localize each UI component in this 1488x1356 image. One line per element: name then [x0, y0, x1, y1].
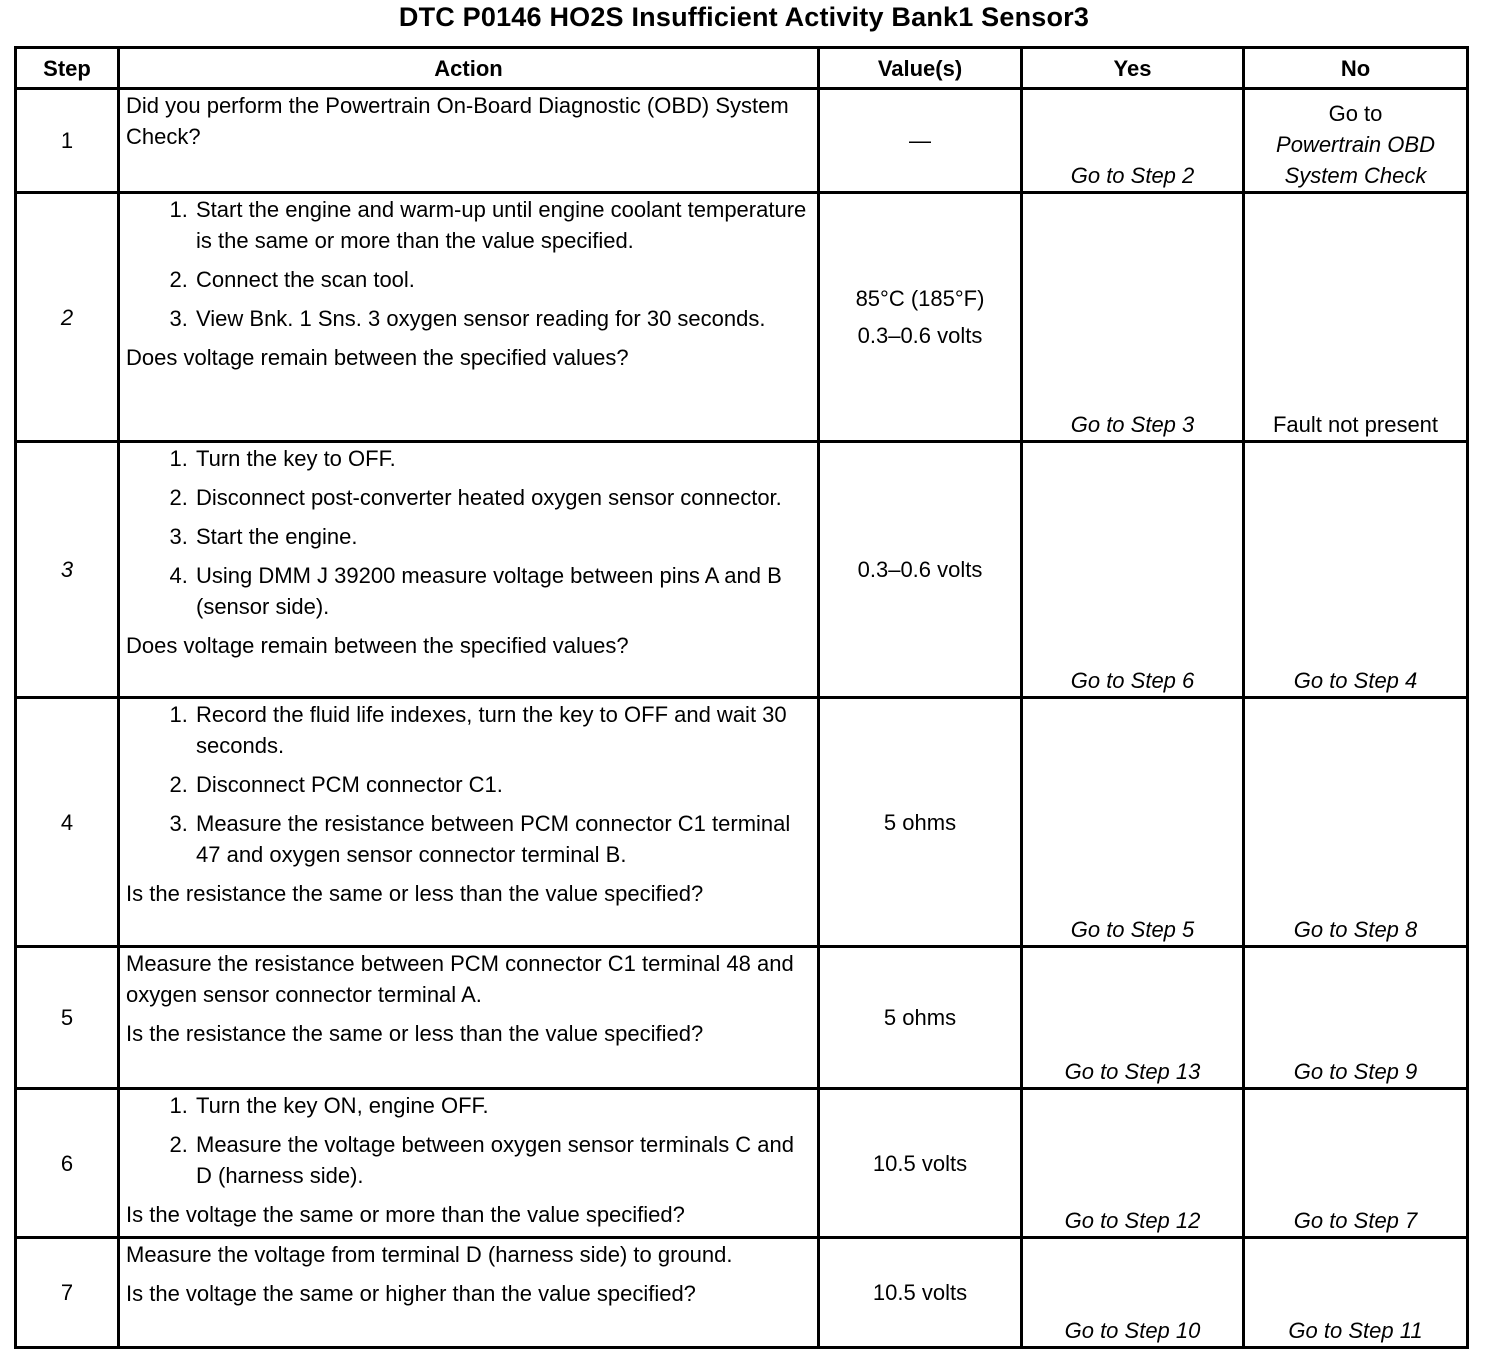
- value-text: 85°C (185°F): [855, 286, 985, 311]
- value-text: —: [909, 128, 931, 153]
- value-cell: [819, 1089, 1022, 1238]
- action-steps-list: [126, 194, 811, 334]
- action-question: Does voltage remain between the specified values?: [126, 345, 629, 370]
- list-item: 1. Start the engine and warm-up until engine coolant temperature is the same or more than the value specified.: [194, 194, 811, 256]
- column-header-no: No: [1244, 48, 1468, 89]
- column-header-step: Step: [16, 48, 119, 89]
- value-text: 5 ohms: [883, 1005, 957, 1030]
- no-text: System Check: [1284, 163, 1427, 188]
- table-row: [16, 1089, 1468, 1238]
- value-text: 0.3–0.6 volts: [857, 557, 983, 582]
- diagnostic-table: [14, 46, 1469, 1349]
- action-cell: [119, 193, 819, 442]
- yes-cell: Go to Step 6: [1022, 442, 1244, 698]
- value-text: 0.3–0.6 volts: [857, 323, 983, 348]
- step-number: 1: [16, 89, 119, 193]
- value-cell: [819, 1238, 1022, 1348]
- yes-cell: Go to Step 2: [1022, 89, 1244, 193]
- action-text: Measure the voltage from terminal D (harness side) to ground.: [126, 1242, 733, 1267]
- table-row: [16, 89, 1468, 193]
- step-number: 4: [16, 698, 119, 947]
- no-text: Powertrain OBD: [1276, 132, 1435, 157]
- table-row: [16, 193, 1468, 442]
- list-item: 4. Using DMM J 39200 measure voltage between pins A and B (sensor side).: [194, 560, 811, 622]
- list-item: 2. Disconnect post-converter heated oxygen sensor connector.: [194, 482, 811, 513]
- action-cell: [119, 947, 819, 1089]
- column-header-values: Value(s): [819, 48, 1022, 89]
- action-question: Is the resistance the same or less than the value specified?: [126, 881, 704, 906]
- step-number: 7: [16, 1238, 119, 1348]
- action-steps-list: [126, 699, 811, 870]
- list-item: 3. View Bnk. 1 Sns. 3 oxygen sensor reading for 30 seconds.: [194, 303, 811, 334]
- no-cell: Go to Step 8: [1244, 698, 1468, 947]
- list-item: 2. Disconnect PCM connector C1.: [194, 769, 811, 800]
- yes-cell: Go to Step 12: [1022, 1089, 1244, 1238]
- action-question: Is the voltage the same or higher than the value specified?: [126, 1281, 696, 1306]
- action-cell: [119, 1238, 819, 1348]
- step-number: 6: [16, 1089, 119, 1238]
- yes-cell: Go to Step 10: [1022, 1238, 1244, 1348]
- list-item: 1. Turn the key to OFF.: [194, 443, 811, 474]
- yes-cell: Go to Step 3: [1022, 193, 1244, 442]
- no-cell: Go to Step 7: [1244, 1089, 1468, 1238]
- column-header-yes: Yes: [1022, 48, 1244, 89]
- value-cell: [819, 698, 1022, 947]
- action-cell: [119, 698, 819, 947]
- action-cell: [119, 89, 819, 193]
- value-text: 5 ohms: [883, 809, 957, 835]
- no-cell: Fault not present: [1244, 193, 1468, 442]
- list-item: 3. Measure the resistance between PCM connector C1 terminal 47 and oxygen sensor connector terminal B.: [194, 808, 811, 870]
- table-row: [16, 1238, 1468, 1348]
- yes-cell: Go to Step 5: [1022, 698, 1244, 947]
- step-number: 3: [16, 442, 119, 698]
- column-header-action: Action: [119, 48, 819, 89]
- list-item: 1. Record the fluid life indexes, turn the key to OFF and wait 30 seconds.: [194, 699, 811, 761]
- no-cell: Go to Step 9: [1244, 947, 1468, 1089]
- yes-cell: Go to Step 13: [1022, 947, 1244, 1089]
- action-steps-list: [126, 1090, 811, 1191]
- action-question: Is the voltage the same or more than the value specified?: [126, 1202, 685, 1227]
- value-cell: [819, 442, 1022, 698]
- table-row: [16, 698, 1468, 947]
- table-row: [16, 947, 1468, 1089]
- header-row: [16, 48, 1468, 89]
- value-cell: [819, 193, 1022, 442]
- action-question: Is the resistance the same or less than the value specified?: [126, 1021, 704, 1046]
- no-cell: Go to Step 11: [1244, 1238, 1468, 1348]
- list-item: 2. Connect the scan tool.: [194, 264, 811, 295]
- value-cell: [819, 947, 1022, 1089]
- list-item: 1. Turn the key ON, engine OFF.: [194, 1090, 811, 1121]
- action-text: Did you perform the Powertrain On-Board Diagnostic (OBD) System Check?: [126, 93, 789, 149]
- no-text: Go to: [1328, 101, 1383, 126]
- action-text: Measure the resistance between PCM connector C1 terminal 48 and oxygen sensor connector terminal A.: [126, 951, 794, 1007]
- table-row: [16, 442, 1468, 698]
- action-steps-list: [126, 443, 811, 622]
- value-text: 10.5 volts: [872, 1280, 968, 1305]
- no-cell: Go to Step 4: [1244, 442, 1468, 698]
- step-number: 2: [16, 193, 119, 442]
- action-cell: [119, 1089, 819, 1238]
- value-text: 10.5 volts: [872, 1150, 968, 1176]
- value-cell: [819, 89, 1022, 193]
- step-number: 5: [16, 947, 119, 1089]
- list-item: 3. Start the engine.: [194, 521, 811, 552]
- list-item: 2. Measure the voltage between oxygen sensor terminals C and D (harness side).: [194, 1129, 811, 1191]
- page-title: DTC P0146 HO2S Insufficient Activity Bank1 Sensor3: [398, 2, 1090, 32]
- no-cell: [1244, 89, 1468, 193]
- action-cell: [119, 442, 819, 698]
- action-question: Does voltage remain between the specified values?: [126, 633, 629, 658]
